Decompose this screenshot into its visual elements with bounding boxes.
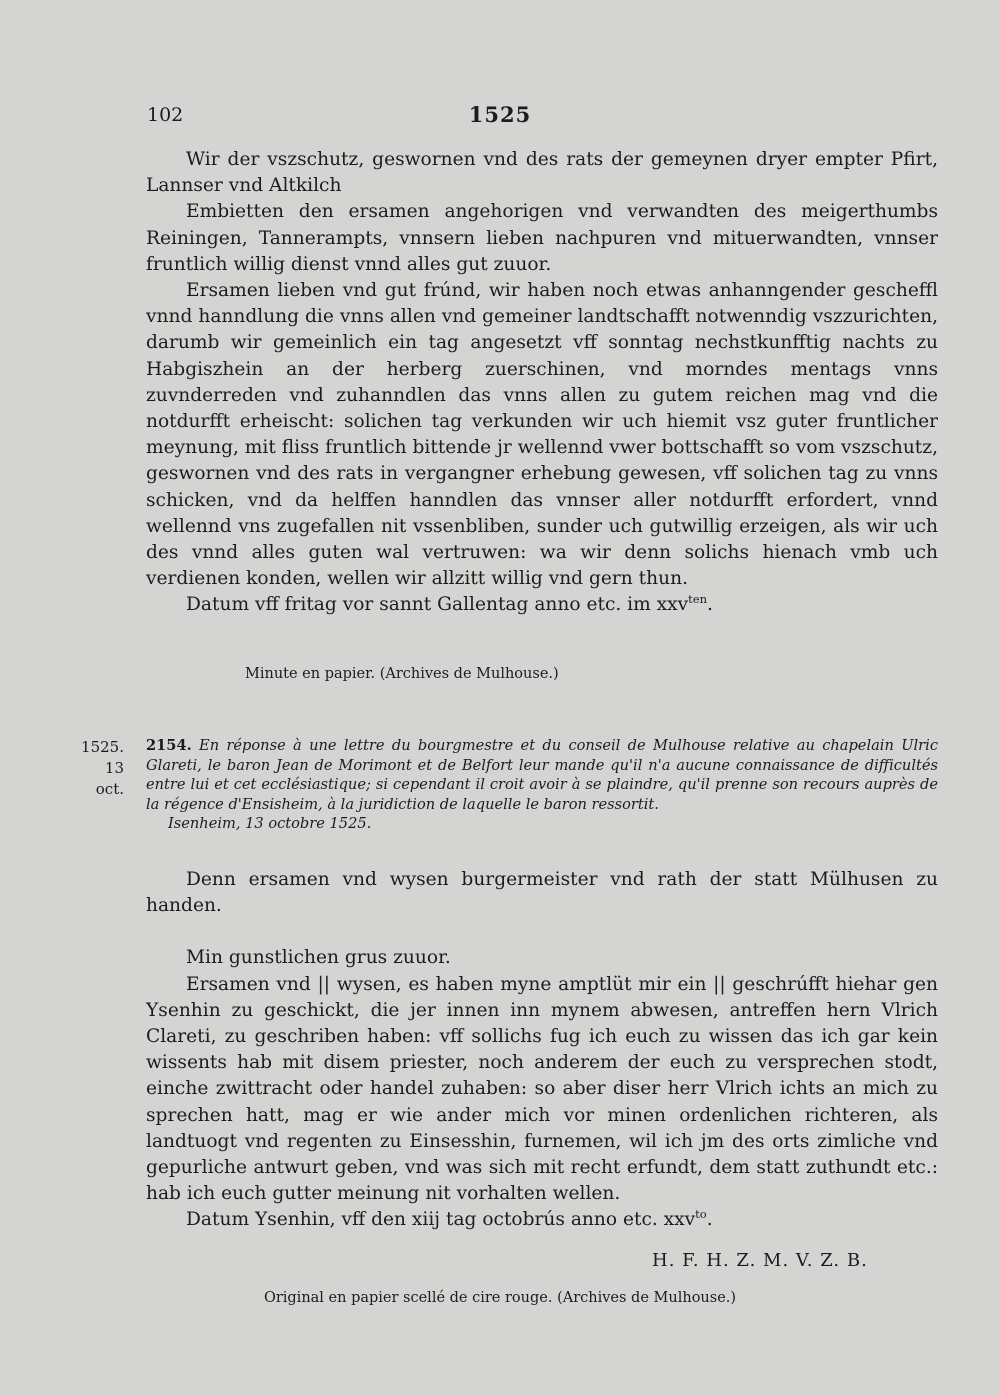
letter-1-source-note: Minute en papier. (Archives de Mulhouse.) (245, 666, 559, 682)
letter-1-greeting: Embietten den ersamen angehorigen vnd verwandten des meigerthumbs Reiningen, Tannerampts, vnnsern lieben nachpuren vnd mituerwandten, vnnser fruntlich willig dienst vnnd alles gut zuuor. (146, 201, 938, 275)
entry-number: 2154. (146, 737, 192, 754)
letter-2-address: Denn ersamen vnd wysen burgermeister vnd rath der statt Mülhusen zu handen. (146, 869, 938, 917)
entry-2154 (146, 736, 938, 834)
letter-1-source (245, 666, 745, 682)
letter-2-datum-end: . (706, 1209, 713, 1231)
letter-2-datum-text: Datum Ysenhin, vff den xiij tag octobrús anno etc. xxv (186, 1209, 696, 1231)
letter-2-datum-superscript: to (695, 1207, 707, 1222)
letter-1-datum-superscript: ten (688, 592, 708, 607)
running-year-heading: 1525 (468, 102, 532, 127)
letter-1 (146, 147, 938, 619)
letter-2-datum (146, 1207, 938, 1233)
letter-2-source-note: Original en papier scellé de cire rouge. (Archives de Mulhouse.) (263, 1290, 737, 1306)
letter-2-body: Ersamen vnd || wysen, es haben myne amptlüt mir ein || geschrúfft hiehar gen Ysenhin zu geschickt, die jer innen inn mynem abwesen, antreffen hern Vlrich Clareti, zu geschriben haben: vff sollichs fug ich euch zu wissen das ich gar kein wissents hab mit disem priester, noch anderem der euch zu versprechen stodt, einche zwittracht oder handel zuhaben: so aber diser herr Vlrich ichts an mich zu sprechen hatt, mag er wie ander mich vor minen ordenlichen richteren, als landtuogt vnd regenten zu Einsesshin, furnemen, wil ich jm des orts zimliche vnd gepurliche antwurt geben, vnd was sich mit recht erfundt, dem statt zuthundt etc.: hab ich euch gutter meinung nit vorhalten wellen. (146, 973, 938, 1205)
page-number: 102 (147, 104, 184, 126)
margin-day: 13 oct. (95, 759, 124, 798)
entry-summary-text: En réponse à une lettre du bourgmestre et du conseil de Mulhouse relative au chapelain Ulric Glareti, le baron Jean de Morimont et de Belfort leur mande qu'il n'a aucune connaissance de difficultés entre lui et cet ecclésiastique; si cependant il croit avoir à se plaindre, qu'il prenne son recours auprès de la régence d'Ensisheim, à la juridiction de laquelle le baron ressortit. (146, 737, 938, 813)
letter-1-datum-text: Datum vff fritag vor sannt Gallentag anno etc. im xxv (186, 594, 689, 616)
letter-1-body: Ersamen lieben vnd gut frúnd, wir haben noch etwas anhanngender gescheffl vnnd hanndlung die vnns allen vnd gemeiner landtschafft notwenndig vszzurichten, darumb wir gemeinlich ein tag angesetzt vff sonntag nechstkunfftig nachts zu Habgiszhein an der herberg zuerschinen, vnd morndes mentags vnns zuvnderreden vnd zuhanndlen das vnns allen zu gutem reichen mag vnd die notdurfft erheischt: solichen tag verkunden wir uch hiemit vsz guter fruntlicher meynung, mit fliss fruntlich bittende jr wellennd vwer bottschafft so vom vszschutz, geswornen vnd des rats in vergangner erhebung gewesen, vff solichen tag zu vnns schicken, vnd da helffen hanndlen das vnnser aller notdurfft erfordert, vnnd wellennd vns zugefallen nit vssenbliben, sunder uch gutwillig erzeigen, als wir uch des vnnd alles guten wal vertruwen: wa wir denn solichs hienach vmb uch verdienen konden, wellen wir allzitt willig vnd gern thun. (146, 280, 938, 590)
letter-2 (146, 867, 938, 1234)
letter-2-signature: H. F. H. Z. M. V. Z. B. (652, 1250, 868, 1271)
letter-2-greeting: Min gunstlichen grus zuuor. (186, 947, 451, 969)
letter-1-datum-end: . (707, 594, 713, 616)
letter-1-datum (146, 592, 938, 618)
margin-year: 1525. (81, 738, 124, 756)
entry-margin-date (76, 737, 124, 800)
letter-1-salutation: Wir der vszschutz, geswornen vnd des rats der gemeynen dryer empter Pfirt, Lannser vnd Altkilch (146, 149, 938, 197)
entry-place-date: Isenheim, 13 octobre 1525. (168, 815, 372, 832)
entry-summary (146, 736, 938, 814)
